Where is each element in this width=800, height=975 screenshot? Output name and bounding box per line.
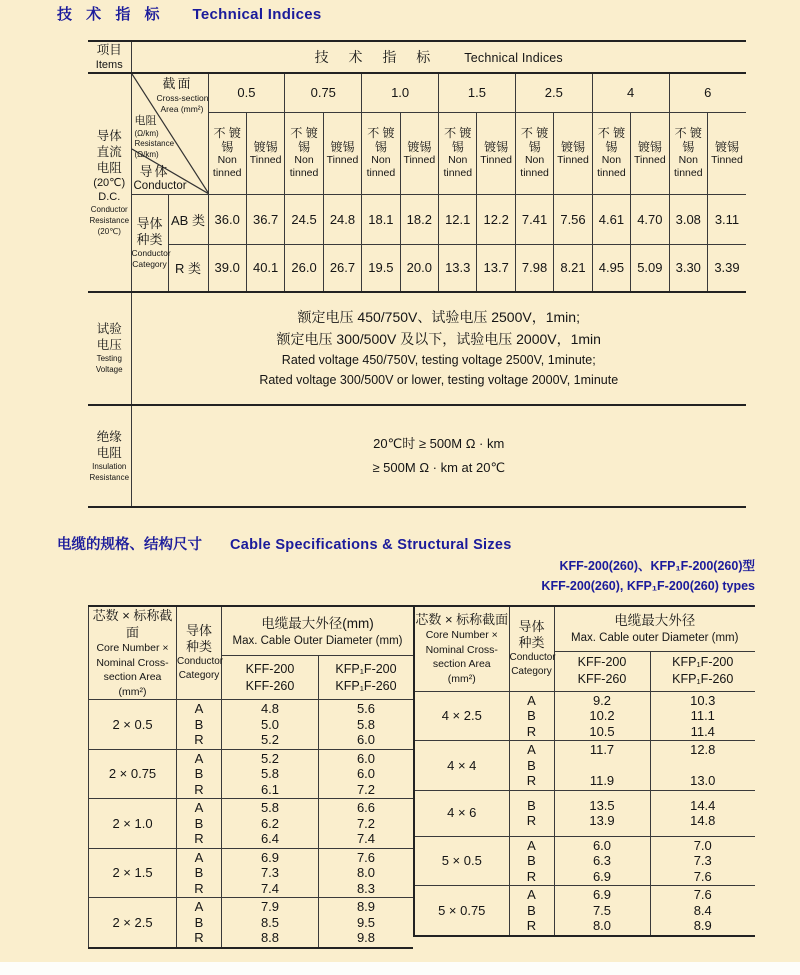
hdr-line: 电缆最大外径(mm) bbox=[261, 615, 374, 631]
conductor-category-cell: A B R bbox=[509, 836, 554, 886]
non-tinned-header: 不 镀锡 Non tinned bbox=[208, 112, 246, 194]
diameter-kff-cell: 5.2 5.8 6.1 bbox=[222, 749, 319, 799]
diag-cond-zh: 导体 bbox=[139, 164, 170, 179]
conductor-category-header bbox=[509, 606, 554, 691]
cable-spec-row bbox=[89, 749, 414, 799]
conductor-category-cell: A B R bbox=[509, 691, 554, 741]
cable-spec-row bbox=[414, 741, 755, 791]
cable-spec-row bbox=[89, 848, 414, 898]
resistance-value: 19.5 bbox=[362, 245, 400, 292]
resistance-value: 12.2 bbox=[477, 195, 515, 245]
diameter-kff-cell: 7.9 8.5 8.8 bbox=[222, 898, 319, 948]
resistance-value: 26.7 bbox=[323, 245, 361, 292]
cross-section-4: 4 bbox=[592, 73, 669, 112]
label-line: 导体 bbox=[96, 128, 122, 143]
non-tinned-header: 不 镀锡 Non tinned bbox=[592, 112, 630, 194]
resistance-value: 3.08 bbox=[669, 195, 707, 245]
kff-column-header bbox=[222, 656, 319, 700]
section2-title bbox=[57, 533, 512, 554]
core-size-cell: 4 × 6 bbox=[414, 790, 509, 836]
hdr-line: KFP₁F-260 bbox=[672, 672, 734, 686]
diagonal-header-cell bbox=[131, 73, 208, 195]
diag-res-unit: (Ω/km) bbox=[134, 150, 159, 159]
cable-spec-row bbox=[89, 898, 414, 948]
cable-spec-row bbox=[414, 691, 755, 741]
label-line: Conductor bbox=[131, 247, 171, 258]
diameter-kff-cell: 11.7 11.9 bbox=[554, 741, 650, 791]
diameter-kpff-cell: 10.3 11.1 11.4 bbox=[650, 691, 755, 741]
label-line: 电阻 bbox=[96, 445, 122, 460]
label-line: Voltage bbox=[95, 365, 123, 374]
non-tinned-header: 不 镀锡 Non tinned bbox=[515, 112, 553, 194]
diameter-kpff-cell: 6.0 6.0 7.2 bbox=[319, 749, 414, 799]
resistance-value: 36.7 bbox=[246, 195, 284, 245]
hdr-line: 芯数 × 标称截面 bbox=[415, 612, 509, 628]
tinned-header: 镀锡 Tinned bbox=[707, 112, 746, 194]
header-zh: 技 术 指 标 bbox=[314, 49, 439, 65]
diameter-kpff-cell: 6.6 7.2 7.4 bbox=[319, 799, 414, 849]
resistance-value: 36.0 bbox=[208, 195, 246, 245]
core-size-cell: 2 × 1.0 bbox=[89, 799, 177, 849]
hdr-line: 导体种类 bbox=[185, 623, 212, 654]
label-line: Testing bbox=[96, 354, 122, 363]
tinned-header: 镀锡 Tinned bbox=[554, 112, 592, 194]
section1-title bbox=[57, 3, 322, 24]
hdr-line: Max. Cable Outer Diameter (mm) bbox=[232, 634, 403, 647]
kpff-column-header bbox=[650, 651, 755, 691]
cross-section-0.75: 0.75 bbox=[285, 73, 362, 112]
hdr-line: Nominal Cross- bbox=[96, 656, 169, 669]
hdr-line: (mm²) bbox=[447, 672, 476, 685]
hdr-line: Core Number × bbox=[96, 642, 169, 654]
hdr-line: 电缆最大外径 bbox=[614, 613, 696, 629]
diameter-kff-cell: 4.8 5.0 5.2 bbox=[222, 700, 319, 750]
category-ab-label: AB 类 bbox=[168, 195, 208, 245]
testing-line: Rated voltage 300/500V or lower, testing voltage 2000V, 1minute bbox=[259, 373, 619, 387]
non-tinned-header: 不 镀锡 Non tinned bbox=[362, 112, 400, 194]
section2-title-zh: 电缆的规格、结构尺寸 bbox=[57, 537, 202, 553]
label-line: 绝缘 bbox=[96, 429, 122, 444]
hdr-line: KFP₁F-200 bbox=[335, 661, 397, 676]
label-line: 种类 bbox=[136, 231, 163, 247]
max-diameter-header bbox=[554, 606, 755, 651]
hdr-line: Max. Cable outer Diameter (mm) bbox=[571, 632, 739, 645]
cable-types-subtitle bbox=[355, 556, 755, 596]
resistance-value: 39.0 bbox=[208, 245, 246, 292]
label-line: 电阻 bbox=[96, 160, 122, 175]
label-line: (20℃) bbox=[97, 226, 121, 236]
cable-spec-row bbox=[414, 836, 755, 886]
kpff-column-header bbox=[319, 656, 414, 700]
core-size-cell: 2 × 1.5 bbox=[89, 848, 177, 898]
diag-cond-en: Conductor bbox=[133, 180, 187, 192]
label-line: (20℃) bbox=[93, 176, 126, 189]
core-size-cell: 5 × 0.5 bbox=[414, 836, 509, 886]
resistance-value: 4.61 bbox=[592, 195, 630, 245]
tinned-header: 镀锡 Tinned bbox=[631, 112, 669, 194]
hdr-line: KFF-260 bbox=[245, 678, 295, 693]
hdr-line: Conductor bbox=[177, 656, 224, 667]
hdr-line: Conductor bbox=[509, 651, 556, 663]
subtitle-zh: KFF-200(260)、KFP₁F-200(260)型 bbox=[559, 559, 755, 573]
label-line: 电压 bbox=[96, 338, 122, 352]
label-line: Category bbox=[132, 258, 167, 269]
testing-voltage-content bbox=[131, 292, 746, 405]
core-size-cell: 4 × 2.5 bbox=[414, 691, 509, 741]
diag-res-unit: (Ω/km) bbox=[134, 129, 159, 138]
diag-area-en2: Area (mm²) bbox=[160, 104, 204, 114]
core-size-header bbox=[414, 606, 509, 691]
diameter-kpff-cell: 7.0 7.3 7.6 bbox=[650, 836, 755, 886]
resistance-value: 13.3 bbox=[439, 245, 477, 292]
corner-zh: 项目 bbox=[96, 43, 122, 57]
core-size-cell: 2 × 0.5 bbox=[89, 700, 177, 750]
conductor-category-cell: A B R bbox=[509, 886, 554, 936]
non-tinned-header: 不 镀锡 Non tinned bbox=[669, 112, 707, 194]
section2-title-en: Cable Specifications & Structural Sizes bbox=[230, 537, 512, 553]
tinned-header: 镀锡 Tinned bbox=[246, 112, 284, 194]
diameter-kff-cell: 9.2 10.2 10.5 bbox=[554, 691, 650, 741]
hdr-line: Nominal Cross- bbox=[425, 643, 498, 656]
conductor-category-header bbox=[177, 606, 222, 700]
core-size-cell: 2 × 2.5 bbox=[89, 898, 177, 948]
resistance-value: 24.5 bbox=[285, 195, 323, 245]
label-line: 导体 bbox=[136, 215, 163, 231]
testing-line: Rated voltage 450/750V, testing voltage 2500V, 1minute; bbox=[281, 353, 596, 367]
core-size-cell: 5 × 0.75 bbox=[414, 886, 509, 936]
conductor-category-cell: A B R bbox=[509, 741, 554, 791]
cable-sizes-table-left bbox=[88, 605, 413, 949]
resistance-value: 3.11 bbox=[707, 195, 746, 245]
max-diameter-header bbox=[222, 606, 414, 656]
diameter-kpff-cell: 7.6 8.0 8.3 bbox=[319, 848, 414, 898]
label-line: Insulation bbox=[92, 461, 127, 471]
cable-sizes-table-right bbox=[413, 605, 755, 937]
hdr-line: KFF-200 bbox=[245, 661, 295, 676]
resistance-value: 4.95 bbox=[592, 245, 630, 292]
resistance-value: 5.09 bbox=[631, 245, 669, 292]
label-line: 试验 bbox=[96, 322, 122, 336]
cross-section-1.5: 1.5 bbox=[439, 73, 516, 112]
core-size-cell: 4 × 4 bbox=[414, 741, 509, 791]
conductor-category-cell: A B R bbox=[177, 799, 222, 849]
non-tinned-header: 不 镀锡 Non tinned bbox=[439, 112, 477, 194]
conductor-category-cell: B R bbox=[509, 790, 554, 836]
header-en: Technical Indices bbox=[464, 51, 563, 65]
cross-section-1.0: 1.0 bbox=[362, 73, 439, 112]
conductor-category-label-cell bbox=[131, 195, 171, 292]
label-line: Resistance bbox=[89, 215, 130, 225]
conductor-category-cell: A B R bbox=[177, 898, 222, 948]
diag-area-en1: Cross-section bbox=[156, 93, 209, 103]
hdr-line: section Area bbox=[103, 671, 162, 683]
corner-items-cell bbox=[88, 41, 131, 73]
hdr-line: KFP₁F-260 bbox=[335, 678, 397, 693]
corner-en: Items bbox=[95, 59, 123, 71]
diameter-kff-cell: 5.8 6.2 6.4 bbox=[222, 799, 319, 849]
resistance-value: 20.0 bbox=[400, 245, 438, 292]
cross-section-2.5: 2.5 bbox=[515, 73, 592, 112]
resistance-value: 18.1 bbox=[362, 195, 400, 245]
label-line: 直流 bbox=[96, 144, 122, 159]
section1-title-zh: 技 术 指 标 bbox=[57, 6, 165, 23]
diameter-kff-cell: 6.9 7.3 7.4 bbox=[222, 848, 319, 898]
technical-indices-table bbox=[88, 40, 746, 508]
hdr-line: KFP₁F-200 bbox=[672, 655, 734, 669]
tinned-header: 镀锡 Tinned bbox=[477, 112, 515, 194]
dc-resistance-label-cell bbox=[88, 73, 131, 292]
resistance-value: 40.1 bbox=[246, 245, 284, 292]
cross-section-0.5: 0.5 bbox=[208, 73, 285, 112]
conductor-category-cell: A B R bbox=[177, 749, 222, 799]
tinned-header: 镀锡 Tinned bbox=[400, 112, 438, 194]
testing-line: 额定电压 300/500V 及以下，试验电压 2000V，1min bbox=[276, 331, 601, 347]
resistance-value: 7.56 bbox=[554, 195, 592, 245]
cable-spec-row bbox=[414, 886, 755, 936]
testing-line: 额定电压 450/750V、试验电压 2500V，1min; bbox=[297, 309, 580, 325]
diameter-kpff-cell: 14.4 14.8 bbox=[650, 790, 755, 836]
label-line: Conductor bbox=[90, 204, 128, 214]
diameter-kpff-cell: 5.6 5.8 6.0 bbox=[319, 700, 414, 750]
category-r-label: R 类 bbox=[168, 245, 208, 292]
cable-spec-row bbox=[89, 799, 414, 849]
resistance-value: 13.7 bbox=[477, 245, 515, 292]
diameter-kff-cell: 6.0 6.3 6.9 bbox=[554, 836, 650, 886]
resistance-value: 7.98 bbox=[515, 245, 553, 292]
hdr-line: 导体种类 bbox=[518, 618, 545, 650]
resistance-value: 24.8 bbox=[323, 195, 361, 245]
insulation-resistance-content bbox=[131, 405, 746, 507]
resistance-value: 7.41 bbox=[515, 195, 553, 245]
resistance-value: 3.39 bbox=[707, 245, 746, 292]
hdr-line: KFF-260 bbox=[577, 672, 627, 686]
hdr-line: Category bbox=[178, 670, 220, 681]
resistance-value: 8.21 bbox=[554, 245, 592, 292]
insulation-resistance-label-cell bbox=[88, 405, 131, 507]
resistance-value: 4.70 bbox=[631, 195, 669, 245]
diameter-kff-cell: 6.9 7.5 8.0 bbox=[554, 886, 650, 936]
section1-title-en: Technical Indices bbox=[192, 6, 322, 23]
hdr-line: section Area bbox=[432, 658, 491, 671]
hdr-line: 芯数 × 标称截面 bbox=[92, 608, 173, 640]
hdr-line: KFF-200 bbox=[577, 655, 627, 669]
insulation-line: 20℃时 ≥ 500M Ω · km bbox=[373, 435, 505, 451]
diag-res-en: Resistance bbox=[134, 139, 175, 148]
resistance-value: 26.0 bbox=[285, 245, 323, 292]
label-line: Resistance bbox=[89, 472, 130, 482]
resistance-value: 3.30 bbox=[669, 245, 707, 292]
conductor-category-cell: A B R bbox=[177, 848, 222, 898]
cable-spec-row bbox=[89, 700, 414, 750]
core-size-header bbox=[89, 606, 177, 700]
tinned-header: 镀锡 Tinned bbox=[323, 112, 361, 194]
hdr-line: (mm²) bbox=[118, 685, 147, 698]
label-line: D.C. bbox=[98, 190, 121, 203]
resistance-value: 12.1 bbox=[439, 195, 477, 245]
subtitle-en: KFF-200(260), KFP₁F-200(260) types bbox=[541, 579, 755, 593]
non-tinned-header: 不 镀锡 Non tinned bbox=[285, 112, 323, 194]
testing-voltage-label-cell bbox=[88, 292, 131, 405]
diameter-kpff-cell: 8.9 9.5 9.8 bbox=[319, 898, 414, 948]
diameter-kpff-cell: 12.8 13.0 bbox=[650, 741, 755, 791]
cable-spec-row bbox=[414, 790, 755, 836]
insulation-line: ≥ 500M Ω · km at 20℃ bbox=[372, 459, 506, 475]
core-size-cell: 2 × 0.75 bbox=[89, 749, 177, 799]
conductor-category-cell: A B R bbox=[177, 700, 222, 750]
hdr-line: Core Number × bbox=[425, 629, 498, 642]
diag-res-zh: 电阻 bbox=[134, 115, 157, 127]
cross-section-6: 6 bbox=[669, 73, 746, 112]
diag-area-zh: 截面 bbox=[162, 76, 193, 91]
technical-indices-header-cell bbox=[131, 41, 746, 73]
diameter-kff-cell: 13.5 13.9 bbox=[554, 790, 650, 836]
kff-column-header bbox=[554, 651, 650, 691]
diameter-kpff-cell: 7.6 8.4 8.9 bbox=[650, 886, 755, 936]
resistance-value: 18.2 bbox=[400, 195, 438, 245]
hdr-line: Category bbox=[511, 665, 552, 677]
page-bottom-margin bbox=[0, 962, 800, 975]
